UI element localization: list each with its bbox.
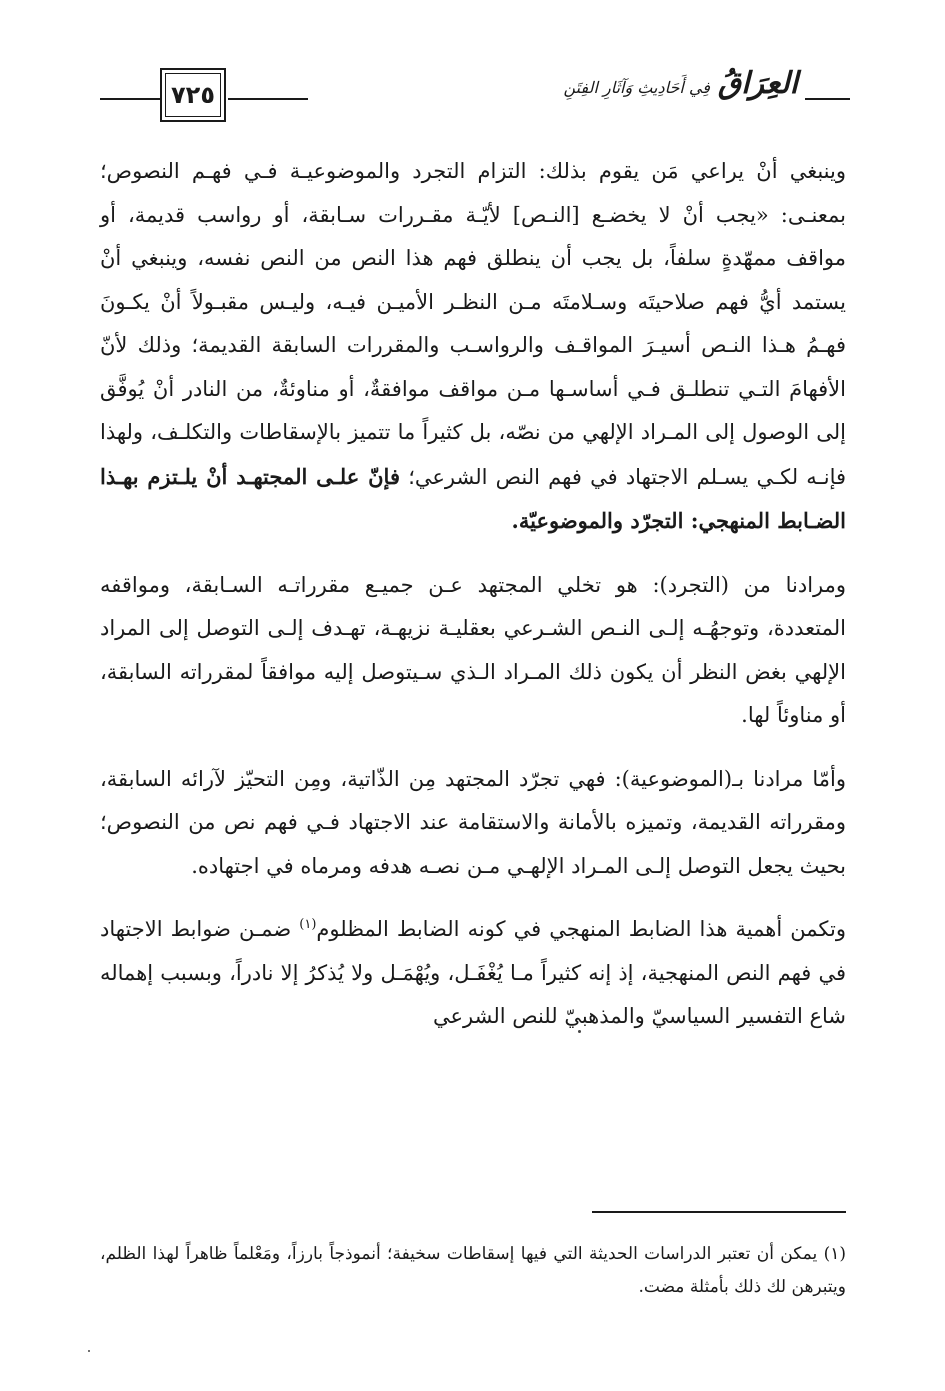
paragraph-text: وتكمن أهمية هذا الضابط المنهجي في كونه الضابط المظلوم bbox=[316, 917, 846, 941]
footnote-separator bbox=[592, 1211, 846, 1213]
header-rule bbox=[228, 98, 308, 100]
paragraph-2 bbox=[100, 564, 846, 738]
scan-speck bbox=[88, 1350, 90, 1352]
paragraph-text: ضمـن ضوابط الاجتهاد في فهم النص المنهجية، إذ إنه كثيراً مـا يُغْفَـل، ويُهْمَـل ولا يُذكرُ إلا نادراً، وبسبب إهماله شاع التفسير السياسيّ والمذهبيّ للنص الشرعي bbox=[100, 917, 846, 1028]
page-number-frame bbox=[160, 68, 226, 122]
footnote-area bbox=[100, 1238, 846, 1304]
scan-speck bbox=[578, 1030, 581, 1033]
paragraph-text: وينبغي أنْ يراعي مَن يقوم بذلك: التزام التجرد والموضوعيـة فـي فهـم النصوص؛ بمعنـى: «يجب أنْ لا يخضـع [النـص] لأيّـة مقـررات سـابقة، أو رواسب قديمة، أو مواقف ممهّدةٍ سلفاً، بل يجب أن ينطلق فهم هذا النص من النص نفسه، وينبغي أنْ يستمد أيُّ فهم صلاحيتَه وسـلامتَه مـن النظـر الأميـن فيـه، وليـس مقبـولاً أنْ يكـونَ فهـمُ هـذا النـص أسيـرَ المواقـف والرواسـب والمقررات السابقة القديمة؛ وذلك لأنّ الأفهامَ التـي تنطلـق فـي أساسـها مـن مواقف موافقةٌ، أو مناوئةٌ، من النادر أنْ يُوفَّق إلى الوصول إلى المـراد الإلهي من نصّه، بل كثيراً ما تتميز بالإسقاطات والتكلـف، ولهذا فإنـه لكـي يسـلم الاجتهاد في فهم النص الشرعي؛ bbox=[100, 159, 847, 489]
paragraph-text: وأمّا مرادنا بـ(الموضوعية): فهي تجرّد المجتهد مِن الذّاتية، ومِن التحيّز لآرائه السابقة، ومقرراته القديمة، وتميزه بالأمانة والاستقامة عند الاجتهاد فـي فهم نص من النصوص؛ بحيث يجعل التوصل إلـى المـراد الإلهـي مـن نصـه هدفه ومرماه في اجتهاده. bbox=[100, 766, 846, 878]
page-header bbox=[100, 62, 850, 124]
page-number: ٧٢٥ bbox=[171, 81, 215, 109]
paragraph-4 bbox=[100, 908, 846, 1039]
header-rule bbox=[100, 98, 160, 100]
paragraph-3 bbox=[100, 758, 846, 889]
running-title bbox=[563, 66, 798, 101]
main-text bbox=[100, 150, 846, 1059]
paragraph-text: ومرادنا من (التجرد): هو تخلي المجتهد عـن جميـع مقرراتـه السـابقة، ومواقفه المتعددة، وتوجهُـه إلـى النـص الشـرعي بعقليـة نزيهـة، تهـدف إلـى التوصل إلى المراد الإلهي بغض النظر أن يكون ذلك المـراد الـذي سـيتوصل إليه موافقاً لمقرراته السابقة، أو مناوئاً لها. bbox=[100, 572, 846, 727]
paragraph-bold-text: فإنّ علـى المجتهـد أنْ يلـتزم بهـذا الضـابط المنهجي: التجرّد والموضوعيّة. bbox=[100, 463, 846, 533]
header-rule bbox=[805, 98, 850, 100]
paragraph-1 bbox=[100, 150, 846, 544]
running-title-main: العِرَاقُ bbox=[717, 66, 798, 101]
footnote-1: (١) يمكن أن تعتبر الدراسات الحديثة التي فيها إسقاطات سخيفة؛ أنموذجاً بارزاً، ومَعْلماً ظاهراً لهذا الظلم، ويتبرهن لك ذلك بأمثلة مضت. bbox=[100, 1244, 846, 1297]
footnote-reference[interactable]: (١) bbox=[299, 917, 317, 932]
running-title-sub: فِي أَحَادِيثِ وَآثَارِ الفِتَنِ bbox=[563, 78, 710, 97]
